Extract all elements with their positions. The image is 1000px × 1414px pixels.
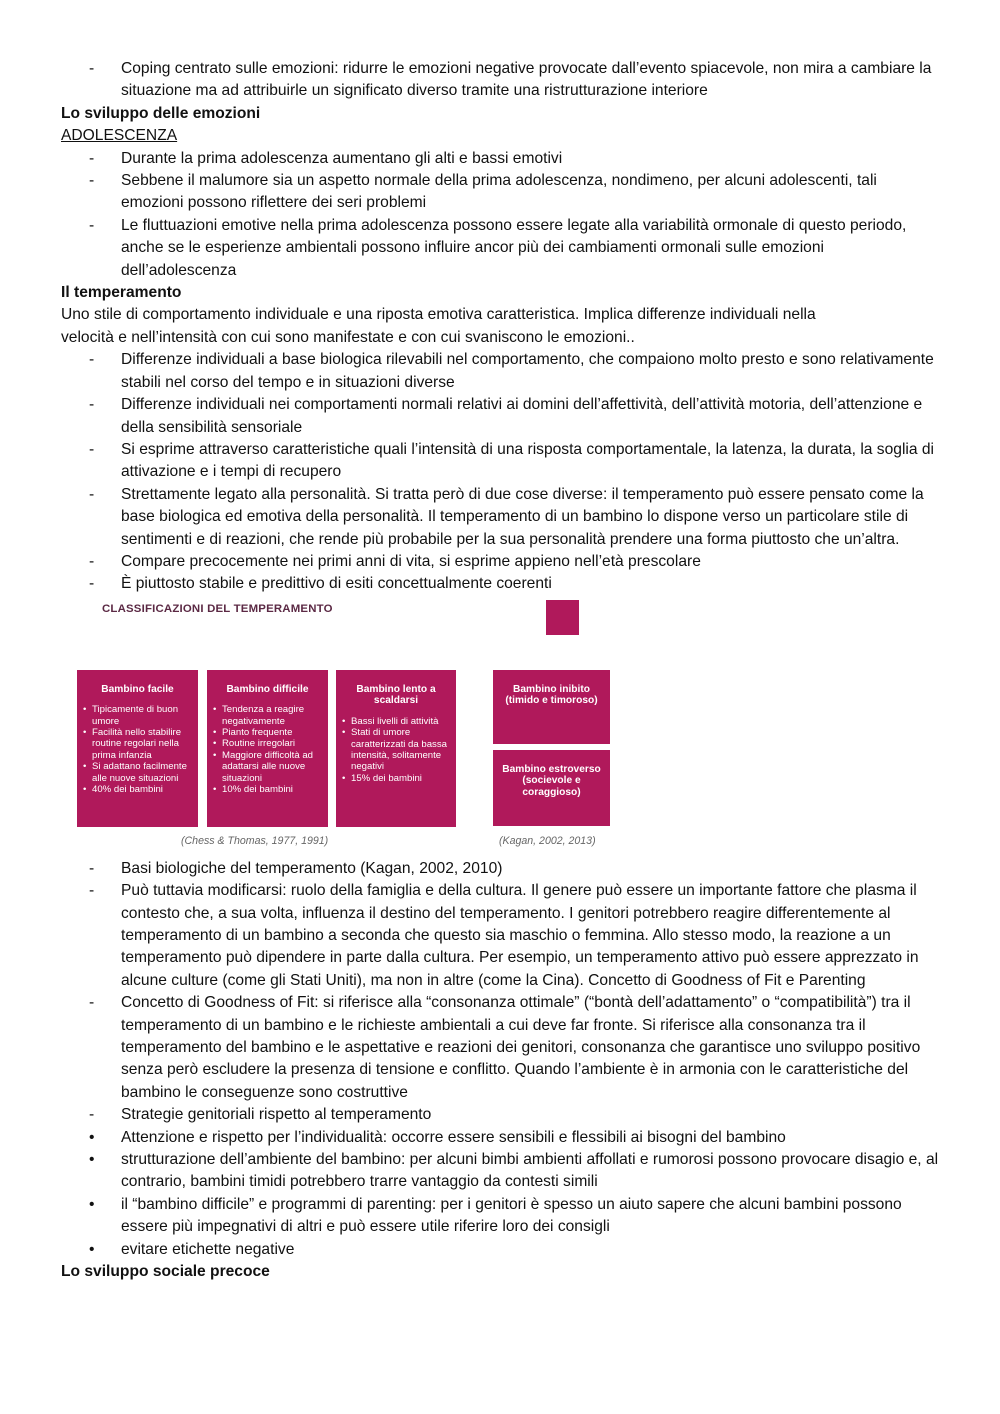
card-slow-to-warm-child [336,670,456,827]
card-title: Bambino estroverso (socievole e coraggioso) [502,763,601,798]
section-heading-temperament: Il temperamento [61,284,182,302]
card-extroverted-child [493,750,610,826]
section-heading-emotions: Lo sviluppo delle emozioni [61,104,261,122]
card-easy-child [77,670,198,827]
card-title: Bambino lento a scaldarsi [356,683,436,707]
list-item: - Le fluttuazioni emotive nella prima adolescenza possono essere legate alla variabilità ormonale di questo periodo, anche se le esperienze ambientali possono influire ancor più dei cambiamenti ormonali sulle emozioni dell’adolescenza [89,216,907,279]
card-bullet: • Pianto frequente [213,727,322,738]
card-bullet: • Maggiore difficoltà ad adattarsi alle nuove situazioni [213,750,322,784]
figure-citation-right: (Kagan, 2002, 2013) [499,834,596,847]
card-bullet: • Routine irregolari [213,738,322,749]
card-title: Bambino facile [101,683,174,695]
card-bullet: • Tendenza a reagire negativamente [213,704,322,727]
intro-line: Uno stile di comportamento individuale e una riposta emotiva caratteristica. Implica differenze individuali nella [61,306,816,324]
card-bullet: • Si adattano facilmente alle nuove situazioni [83,761,192,784]
decorative-square [546,600,579,635]
list-item: - Strettamente legato alla personalità. Si tratta però di due cose diverse: il temperamento può essere pensato come la base biologica ed emotiva della personalità. Il temperamento di un bambino lo dispone verso un particolare stile di sentimenti e di reazioni, che rende più probabile per la sua personalità prendere una forma piuttosto che un’altra. [89,485,924,548]
intro-line: velocità e nell’intensità con cui sono manifestate e con cui svaniscono le emozioni.. [61,328,635,346]
section-heading-social-development: Lo sviluppo sociale precoce [61,1263,270,1281]
subheading-adolescence: ADOLESCENZA [61,127,178,145]
list-item: - Strategie genitoriali rispetto al temperamento [89,1106,432,1124]
card-bullet: • Tipicamente di buon umore [83,704,192,727]
bullet-item: • strutturazione dell’ambiente del bambino: per alcuni bimbi ambienti affollati e rumorosi possono provocare disagio e, al contrario, bambini timidi potrebbero trarre vantaggio da contesti simili [89,1151,939,1191]
list-item: - Può tuttavia modificarsi: ruolo della famiglia e della cultura. Il genere può essere un importante fattore che plasma il contesto che, a sua volta, influenza il destino del temperamento. I genitori potrebbero reagire differentemente al temperamento di un bambino a seconda che questo sia maschio o femmina. Allo stesso modo, la reazione a un temperamento può dipendere in parte dalla cultura. Per esempio, un temperamento attivo può essere apprezzato in alcune culture (come gli Stati Uniti), ma non in altre (come la Cina). Concetto di Goodness of Fit e Parenting [89,882,919,989]
bullet-item: • evitare etichette negative [89,1240,295,1258]
list-item: - Differenze individuali nei comportamenti normali relativi ai domini dell’affettività, dell’attività motoria, dell’attenzione e della sensibilità sensoriale [89,396,923,436]
card-difficult-child [207,670,328,827]
list-item: - Si esprime attraverso caratteristiche quali l’intensità di una risposta comportamentale, la latenza, la durata, la soglia di attivazione e i tempi di recupero [89,440,935,481]
list-item: - Sebbene il malumore sia un aspetto normale della prima adolescenza, nondimeno, per alcuni adolescenti, tali emozioni possono riflettere dei seri problemi [89,172,877,212]
list-item: - Coping centrato sulle emozioni: ridurre le emozioni negative provocate dall’evento spiacevole, non mira a cambiare la situazione ma ad attribuirle un significato diverso tramite una ristrutturazione interiore [89,60,932,100]
card-inhibited-child [493,670,610,744]
list-item: - Basi biologiche del temperamento (Kagan, 2002, 2010) [89,859,503,877]
card-title: Bambino difficile [226,683,309,695]
card-bullet: • 40% dei bambini [83,784,192,795]
card-bullet: • Facilità nello stabilire routine regolari nella prima infanzia [83,727,192,761]
card-title: Bambino inibito (timido e timoroso) [505,683,598,707]
list-item: - Compare precocemente nei primi anni di vita, si esprime appieno nell’età prescolare [89,552,701,570]
document-page [61,58,941,1283]
figure-title: CLASSIFICAZIONI DEL TEMPERAMENTO [102,602,333,615]
list-item: - Concetto di Goodness of Fit: si riferisce alla “consonanza ottimale” (“bontà dell’adattamento” o “compatibilità”) tra il temperamento di un bambino e le richieste ambientali a cui deve far fronte. Si riferisce alla consonanza tra il temperamento del bambino e le aspettative e reazioni dei genitori, consonanza che garantisce uno sviluppo positivo senza però escludere la presenza di tensione e conflitto. Quando l’ambiente è in armonia con le caratteristiche del bambino le conseguenze sono costruttive [89,994,921,1101]
card-bullet: • 15% dei bambini [342,773,450,784]
figure-citation-left: (Chess & Thomas, 1977, 1991) [181,834,329,847]
card-bullet: • Bassi livelli di attività [342,716,450,727]
card-bullet: • 10% dei bambini [213,784,322,795]
bullet-item: • il “bambino difficile” e programmi di parenting: per i genitori è spesso un aiuto sapere che alcuni bambini possono essere più impegnativi di altri e può essere utile riferire loro dei consigli [89,1195,902,1236]
list-item: - Durante la prima adolescenza aumentano gli alti e bassi emotivi [89,149,563,167]
list-item: - È piuttosto stabile e predittivo di esiti concettualmente coerenti [89,575,552,593]
bullet-item: • Attenzione e rispetto per l’individualità: occorre essere sensibili e flessibili ai bisogni del bambino [89,1128,786,1146]
temperament-classification-figure [61,600,941,856]
list-item: - Differenze individuali a base biologica rilevabili nel comportamento, che compaiono molto presto e sono relativamente stabili nel corso del tempo e in situazioni diverse [89,351,934,391]
card-bullet: • Stati di umore caratterizzati da bassa intensità, solitamente negativi [342,727,450,773]
